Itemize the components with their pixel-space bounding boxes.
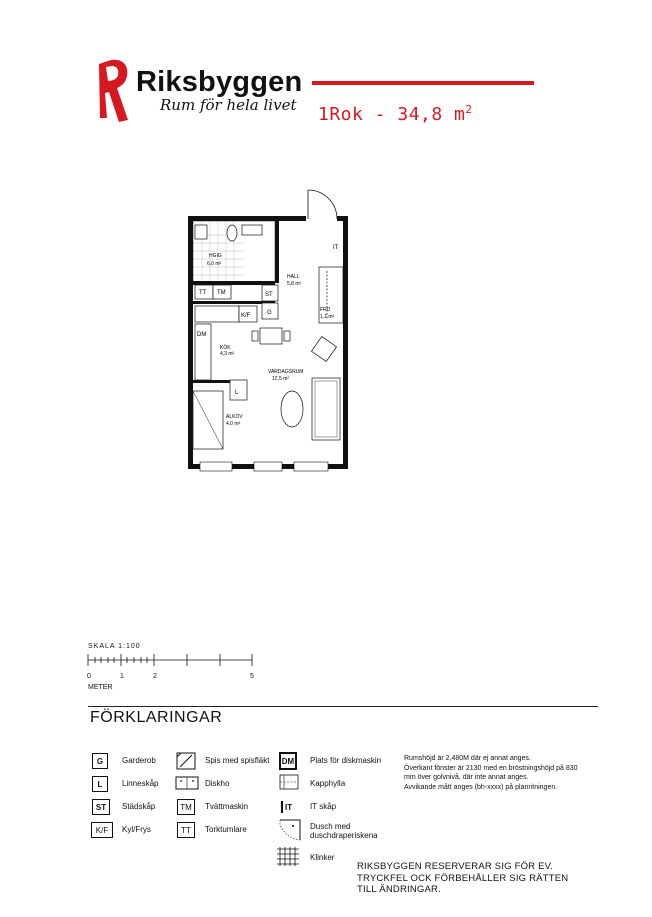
scale-caption-text: SKALA bbox=[88, 643, 116, 650]
dishwasher-symbol: DM bbox=[281, 756, 295, 766]
legend-label-dusch-line1: Dusch med bbox=[310, 822, 351, 831]
tm-label: TM bbox=[217, 290, 226, 296]
legend-label-tvattmaskin: Tvättmaskin bbox=[205, 802, 249, 811]
legend-label-garderob: Garderob bbox=[122, 756, 156, 765]
legend-divider bbox=[88, 706, 598, 707]
fridge-symbol: K/F bbox=[95, 825, 109, 835]
disclaimer-line: TILL ÄNDRINGAR. bbox=[357, 884, 441, 895]
g-label: G bbox=[267, 310, 272, 316]
it-cabinet-icon bbox=[281, 801, 292, 813]
coat-rack-icon bbox=[279, 774, 299, 790]
scale-tick-2: 2 bbox=[153, 673, 157, 680]
wardrobe-symbol: G bbox=[96, 756, 104, 766]
room-name-kok: KÖK bbox=[220, 345, 231, 351]
wardrobe-icon bbox=[92, 753, 108, 769]
room-area-kok: 4,3 m² bbox=[220, 351, 235, 357]
area-unit-superscript: 2 bbox=[465, 103, 473, 116]
washing-symbol: TM bbox=[180, 802, 192, 812]
legend-label-dusch-line2: duschdraperiskena bbox=[310, 831, 378, 840]
scale-tick-1: 1 bbox=[120, 673, 124, 680]
room-name-hgig: HGIG bbox=[209, 253, 222, 259]
fridge-freezer-icon bbox=[91, 822, 113, 838]
legend-label-diskho: Diskho bbox=[205, 779, 230, 788]
brand-tagline: Rum för hela livet bbox=[160, 96, 297, 114]
room-name-vardagsrum: VARDAGSRUM bbox=[268, 369, 304, 375]
shower-icon bbox=[279, 819, 301, 841]
scale-tick-5: 5 bbox=[250, 673, 254, 680]
legend-label-torktumlare: Torktumlare bbox=[205, 825, 247, 834]
it-symbol: IT bbox=[285, 803, 293, 812]
room-name-alkov: ALKOV bbox=[226, 414, 243, 420]
legend-label-spis: Spis med spisfläkt bbox=[205, 756, 270, 765]
cleaning-cabinet-icon bbox=[92, 799, 110, 815]
legend-label-itskap: IT skåp bbox=[310, 802, 337, 811]
note-line: Avvikande mått anges (bh-xxxx) på planritningen. bbox=[404, 783, 558, 791]
apartment-title bbox=[318, 103, 473, 125]
kf-label: K/F bbox=[241, 313, 251, 319]
scale-bar bbox=[86, 652, 256, 674]
note-line: Rumshöjd är 2,480M där ej annat anges. bbox=[404, 755, 531, 762]
disclaimer-line: RIKSBYGGEN RESERVERAR SIG FÖR EV. bbox=[357, 861, 554, 872]
scale-tick-0: 0 bbox=[87, 673, 91, 680]
legend-label-dusch bbox=[310, 822, 378, 840]
tiles-icon bbox=[276, 846, 300, 866]
apartment-title-text: 1Rok - 34,8 m bbox=[318, 104, 466, 125]
it-label: IT bbox=[333, 245, 339, 251]
room-area-alkov: 4,0 m² bbox=[226, 421, 241, 427]
note-line: Överkant fönster är 2130 med en bröstningshöjd på 830 bbox=[404, 764, 578, 772]
stove-hood-icon bbox=[176, 752, 196, 770]
scale-ratio: 1:100 bbox=[118, 643, 141, 650]
brand-name: Riksbyggen bbox=[136, 66, 303, 98]
disclaimer-line: TRYCKFEL OCK FÖRBEHÅLLER SIG RÄTTEN bbox=[357, 872, 569, 884]
dm-label: DM bbox=[197, 332, 207, 338]
linen-symbol: L bbox=[97, 779, 103, 789]
room-area-frd: 1,1 m² bbox=[320, 314, 335, 320]
room-name-hall: HALL bbox=[287, 274, 300, 280]
room-name-frd: FRD bbox=[320, 307, 331, 313]
legend-label-diskmaskin: Plats för diskmaskin bbox=[310, 756, 382, 765]
legend-label-kylfrys: Kyl/Frys bbox=[122, 825, 151, 834]
cleaning-symbol: ST bbox=[95, 802, 107, 812]
legend-label-stadskap: Städskåp bbox=[122, 802, 156, 811]
dryer-symbol: TT bbox=[181, 825, 191, 835]
note-line: mm över golvnivå, där inte annat anges. bbox=[404, 774, 529, 781]
legend-label-kapphylla: Kapphylla bbox=[310, 779, 346, 788]
room-area-hall: 5,8 m² bbox=[287, 281, 302, 287]
title-accent-line bbox=[312, 81, 534, 85]
l-label: L bbox=[235, 390, 239, 396]
disclaimer bbox=[357, 861, 607, 896]
entrance-door bbox=[308, 190, 337, 219]
scale-caption bbox=[88, 643, 141, 650]
room-area-vardagsrum: 12,5 m² bbox=[272, 376, 289, 382]
legend-notes bbox=[404, 754, 604, 792]
tt-label: TT bbox=[199, 290, 207, 296]
floor-plan bbox=[180, 185, 352, 475]
dishwasher-icon bbox=[279, 752, 297, 770]
linen-cabinet-icon bbox=[92, 776, 108, 792]
legend-heading: FÖRKLARINGAR bbox=[90, 709, 223, 726]
riksbyggen-logo-icon bbox=[97, 58, 131, 124]
legend-label-klinker: Klinker bbox=[310, 853, 335, 862]
sink-icon bbox=[175, 776, 199, 790]
tumble-dryer-icon bbox=[177, 822, 195, 838]
washing-machine-icon bbox=[177, 799, 195, 815]
scale-unit: METER bbox=[88, 684, 113, 691]
st-label: ST bbox=[265, 292, 273, 298]
legend-label-linneskap: Linneskåp bbox=[122, 779, 159, 788]
room-area-hgig: 6,0 m² bbox=[207, 261, 222, 267]
bathroom bbox=[193, 221, 279, 285]
